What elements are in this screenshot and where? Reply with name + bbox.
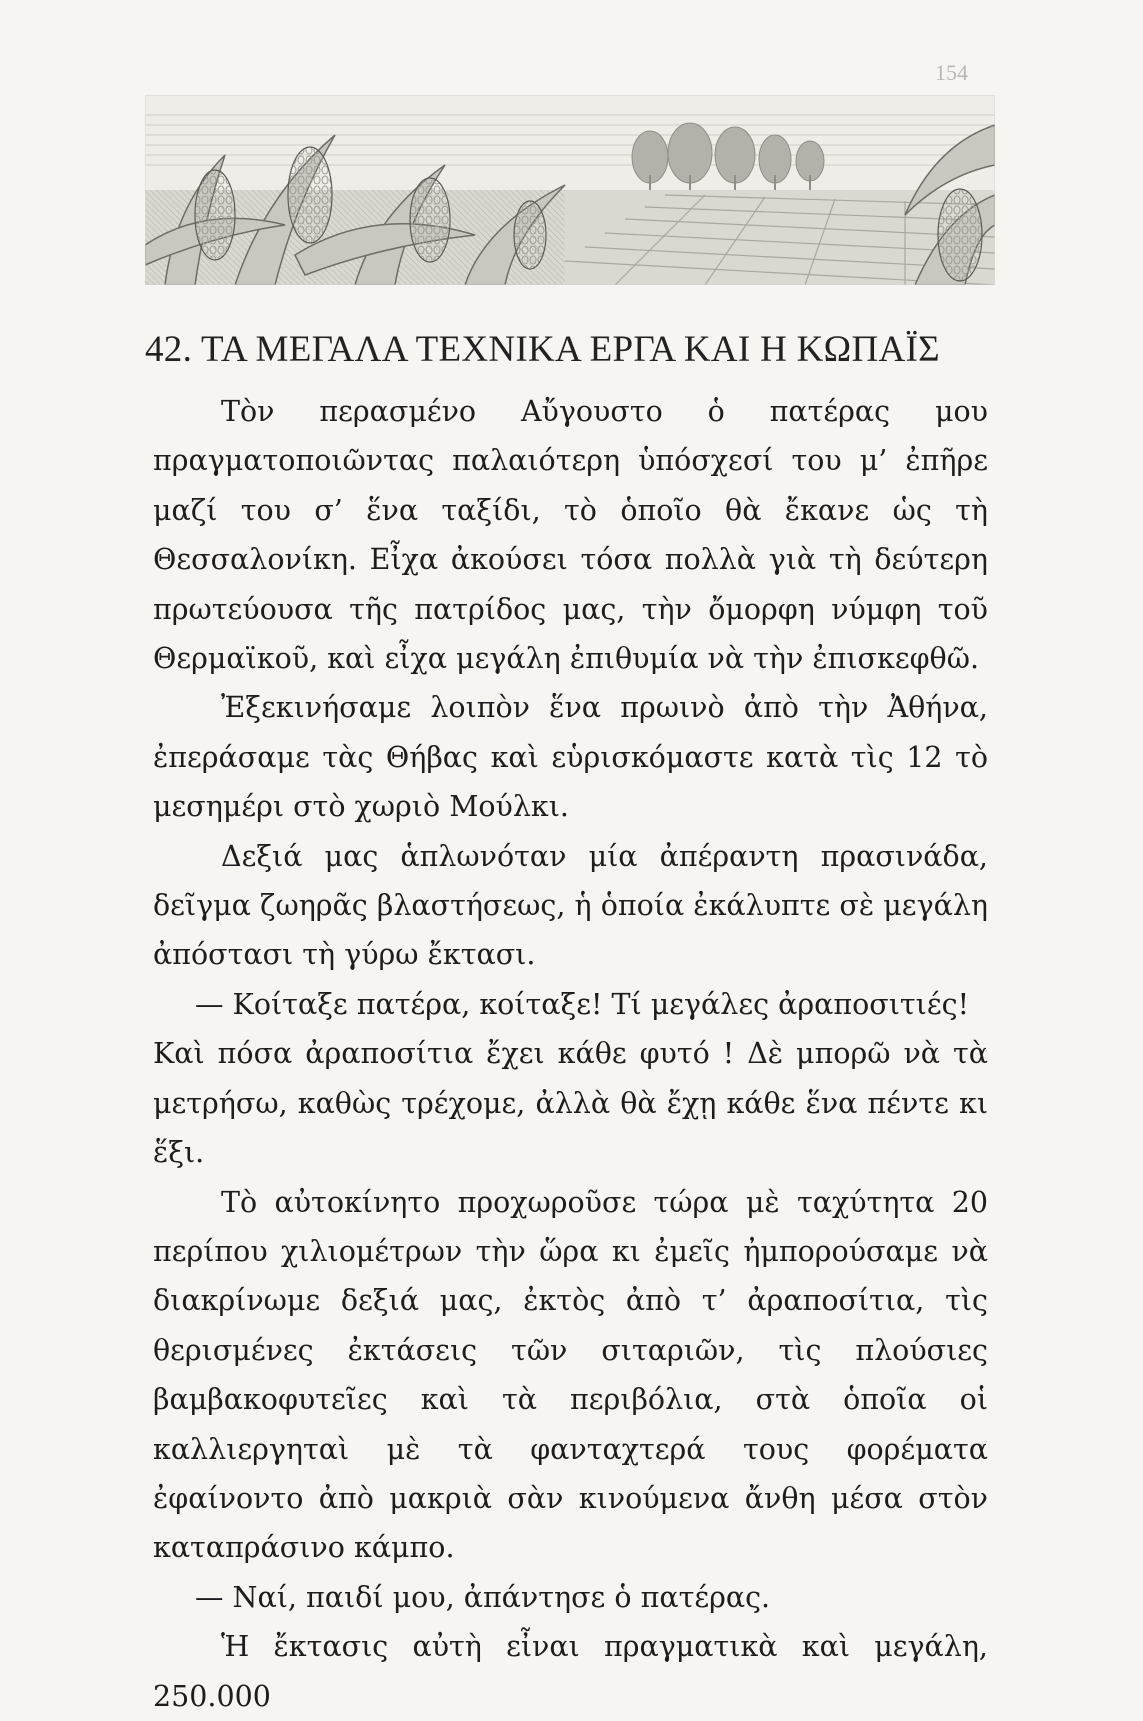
chapter-title: 42. ΤΑ ΜΕΓΑΛΑ ΤΕΧΝΙΚΑ ΕΡΓΑ ΚΑΙ Η ΚΩΠΑΪΣ bbox=[145, 329, 940, 370]
corn-field-illustration bbox=[145, 95, 995, 285]
body-text bbox=[153, 387, 988, 1721]
dialogue-line: — Ναί, παιδί μου, ἀπάντησε ὁ πατέρας. bbox=[195, 1580, 771, 1614]
paragraph: Ἐξεκινήσαμε λοιπὸν ἕνα πρωινὸ ἀπὸ τὴν Ἀθήνα, ἐπεράσαμε τὰς Θήβας καὶ εὑρισκόμαστε κατὰ τὶς 12 τὸ μεσημέρι στὸ χωριὸ Μούλκι. bbox=[153, 691, 988, 824]
paragraph: Τὸν περασμένο Αὔγουστο ὁ πατέρας μου πραγματοποιῶντας παλαιότερη ὑπόσχεσί του μ’ ἐπῆρε μαζί του σ’ ἕνα ταξίδι, τὸ ὁποῖο θὰ ἔκανε ὡς τὴ Θεσσαλονίκη. Εἶχα ἀκούσει τόσα πολλὰ γιὰ τὴ δεύτερη πρωτεύουσα τῆς πατρίδος μας, τὴν ὄμορφη νύμφη τοῦ Θερμαϊκοῦ, καὶ εἶχα μεγάλη ἐπιθυμία νὰ τὴν ἐπισκεφθῶ. bbox=[153, 395, 988, 676]
paragraph: Ἡ ἔκτασις αὐτὴ εἶναι πραγματικὰ καὶ μεγάλη, 250.000 bbox=[153, 1630, 988, 1713]
paragraph: Τὸ αὐτοκίνητο προχωροῦσε τώρα μὲ ταχύτητα 20 περίπου χιλιομέτρων τὴν ὥρα κι ἐμεῖς ἠμπορούσαμε νὰ διακρίνωμε δεξιά μας, ἐκτὸς ἀπὸ τ’ ἀραποσίτια, τὶς θερισμένες ἐκτάσεις τῶν σιταριῶν, τὶς πλούσιες βαμβακοφυτεῖες καὶ τὰ περιβόλια, στὰ ὁποῖα οἱ καλλιεργηταὶ μὲ τὰ φανταχτερά τους φορέματα ἐφαίνοντο ἀπὸ μακριὰ σὰν κινούμενα ἄνθη μέσα στὸν καταπράσινο κάμπο. bbox=[153, 1185, 988, 1565]
paragraph: Δεξιά μας ἁπλωνόταν μία ἀπέραντη πρασινάδα, δεῖγμα ζωηρᾶς βλαστήσεως, ἡ ὁποία ἐκάλυπτε σὲ μεγάλη ἀπόστασι τὴ γύρω ἔκτασι. bbox=[153, 839, 988, 972]
page-number: 154 bbox=[935, 60, 968, 85]
dialogue-line: — Κοίταξε πατέρα, κοίταξε! Τί μεγάλες ἀραποσιτιές! bbox=[195, 987, 970, 1021]
paragraph: Καὶ πόσα ἀραποσίτια ἔχει κάθε φυτό ! Δὲ μπορῶ νὰ τὰ μετρήσω, καθὼς τρέχομε, ἀλλὰ θὰ ἔχῃ κάθε ἕνα πέντε κι ἕξι. bbox=[153, 1037, 988, 1170]
